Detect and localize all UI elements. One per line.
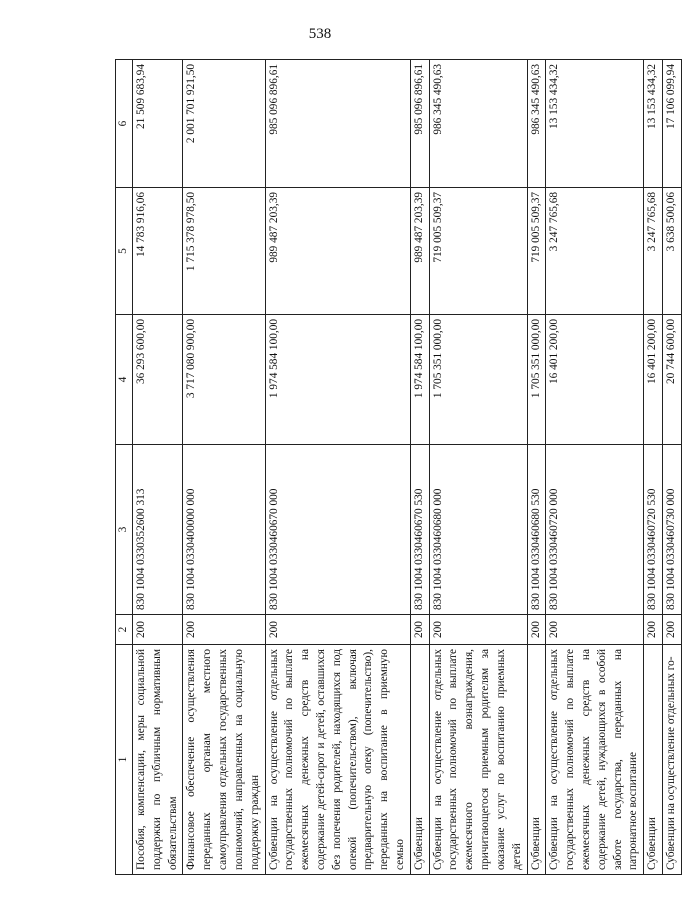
- row-code: 200: [183, 615, 265, 645]
- row-name: Субвенции на осуществление отдельных государственных полномочий по выплате ежемесячного вознаграждения, причитающегося приемным родителям за оказание услуг по воспитанию приемных детей: [429, 645, 527, 875]
- row-kbk: 830 1004 0330460680 000: [429, 445, 527, 615]
- row-code: 200: [546, 615, 644, 645]
- table-row: [546, 60, 644, 875]
- table-row: [133, 60, 183, 875]
- row-code: 200: [133, 615, 183, 645]
- row-value-5: 719 005 509,37: [527, 188, 546, 315]
- row-value-4: 20 744 600,00: [663, 315, 682, 445]
- row-value-4: 1 705 351 000,00: [527, 315, 546, 445]
- row-name: Субвенции: [644, 645, 663, 875]
- header-row: [116, 60, 133, 875]
- row-value-4: 16 401 200,00: [644, 315, 663, 445]
- table-row: [663, 60, 682, 875]
- row-kbk: 830 1004 0330460730 000: [663, 445, 682, 615]
- row-code: 200: [527, 615, 546, 645]
- column-header: 6: [116, 60, 133, 188]
- row-value-4: 1 974 584 100,00: [265, 315, 410, 445]
- table-row: [410, 60, 429, 875]
- row-value-5: 989 487 203,39: [410, 188, 429, 315]
- table-row: [429, 60, 527, 875]
- table-row: [183, 60, 265, 875]
- row-value-4: 16 401 200,00: [546, 315, 644, 445]
- row-code: 200: [410, 615, 429, 645]
- table-container: [115, 60, 677, 875]
- row-value-6: 985 096 896,61: [410, 60, 429, 188]
- row-name: Субвенции: [527, 645, 546, 875]
- row-value-5: 3 247 765,68: [644, 188, 663, 315]
- row-value-6: 13 153 434,32: [644, 60, 663, 188]
- row-value-5: 3 247 765,68: [546, 188, 644, 315]
- row-value-5: 719 005 509,37: [429, 188, 527, 315]
- row-value-6: 21 509 683,94: [133, 60, 183, 188]
- budget-table: [115, 59, 682, 875]
- row-code: 200: [265, 615, 410, 645]
- row-code: 200: [663, 615, 682, 645]
- row-name: Пособия, компенсации, меры социальной поддержки по публичным нормативным обязательствам: [133, 645, 183, 875]
- row-kbk: 830 1004 0330460670 530: [410, 445, 429, 615]
- row-value-4: 1 974 584 100,00: [410, 315, 429, 445]
- row-value-5: 989 487 203,39: [265, 188, 410, 315]
- row-value-6: 13 153 434,32: [546, 60, 644, 188]
- column-header: 1: [116, 645, 133, 875]
- row-value-4: 36 293 600,00: [133, 315, 183, 445]
- row-value-6: 985 096 896,61: [265, 60, 410, 188]
- row-value-4: 3 717 080 900,00: [183, 315, 265, 445]
- row-kbk: 830 1004 0330460720 000: [546, 445, 644, 615]
- row-kbk: 830 1004 0330460680 530: [527, 445, 546, 615]
- table-row: [644, 60, 663, 875]
- rotated-table-frame: [115, 60, 677, 875]
- row-value-6: 986 345 490,63: [429, 60, 527, 188]
- row-value-6: 986 345 490,63: [527, 60, 546, 188]
- row-name: Субвенции на осуществление отдельных государственных полномочий по выплате ежемесячных денежных средств на содержание детей-сирот и детей, оставшихся без попечения родителей, находящихся под опекой (попечительством), включая предварительную опеку (попечительство), переданных на воспитание в приемную семью: [265, 645, 410, 875]
- row-name: Финансовое обеспечение осуществления переданных органам местного самоуправления отдельных государственных полномочий, направленных на социальную поддержку граждан: [183, 645, 265, 875]
- column-header: 4: [116, 315, 133, 445]
- page-number: 538: [308, 26, 332, 42]
- row-value-6: 2 001 701 921,50: [183, 60, 265, 188]
- row-name: Субвенции: [410, 645, 429, 875]
- row-kbk: 830 1004 0330352600 313: [133, 445, 183, 615]
- row-kbk: 830 1004 0330460720 530: [644, 445, 663, 615]
- row-value-6: 17 106 099,94: [663, 60, 682, 188]
- row-kbk: 830 1004 0330400000 000: [183, 445, 265, 615]
- row-code: 200: [644, 615, 663, 645]
- table-row: [265, 60, 410, 875]
- row-value-5: 1 715 378 978,50: [183, 188, 265, 315]
- column-header: 5: [116, 188, 133, 315]
- table-row: [527, 60, 546, 875]
- row-code: 200: [429, 615, 527, 645]
- row-name: Субвенции на осуществление отдельных го-: [663, 645, 682, 875]
- row-value-5: 3 638 500,06: [663, 188, 682, 315]
- column-header: 2: [116, 615, 133, 645]
- row-kbk: 830 1004 0330460670 000: [265, 445, 410, 615]
- row-value-4: 1 705 351 000,00: [429, 315, 527, 445]
- column-header: 3: [116, 445, 133, 615]
- row-value-5: 14 783 916,06: [133, 188, 183, 315]
- row-name: Субвенции на осуществление отдельных государственных полномочий по выплате ежемесячных денежных средств на содержание детей, нуждающихся в особой заботе государства, переданных на патронатное воспитание: [546, 645, 644, 875]
